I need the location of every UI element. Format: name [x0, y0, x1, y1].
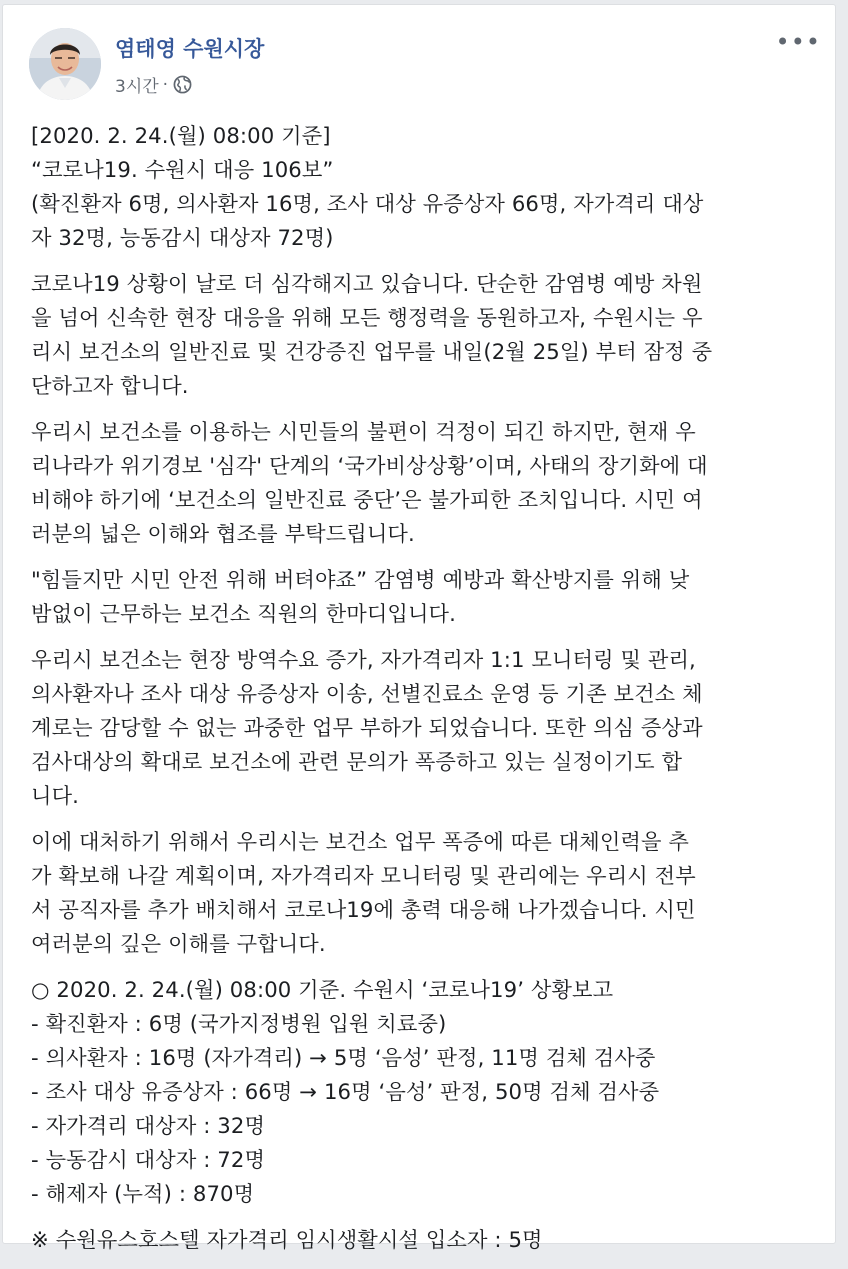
post-paragraph [31, 973, 821, 1211]
post-text-line: - 조사 대상 유증상자 : 66명 → 16명 ‘음성’ 판정, 50명 검체 검사중 [31, 1079, 660, 1104]
post-text-line: 검사대상의 확대로 보건소에 관련 문의가 폭증하고 있는 실정이기도 합 [31, 749, 683, 774]
post-paragraph [31, 563, 821, 631]
post-text-line: - 해제자 (누적) : 870명 [31, 1181, 255, 1206]
post-text-line: 을 넘어 신속한 현장 대응을 위해 모든 행정력을 동원하고자, 수원시는 우 [31, 305, 703, 330]
post-text-line: 니다. [31, 783, 79, 808]
post-text-line: 리시 보건소의 일반진료 및 건강증진 업무를 내일(2월 25일) 부터 잠정 중 [31, 339, 713, 364]
post-text-line: "힘들지만 시민 안전 위해 버텨야죠” 감염병 예방과 확산방지를 위해 낮 [31, 567, 690, 592]
post-text-line: 서 공직자를 추가 배치해서 코로나19에 총력 대응해 나가겠습니다. 시민 [31, 897, 696, 922]
post-text-line: 여러분의 깊은 이해를 구합니다. [31, 931, 326, 956]
post-meta [115, 72, 192, 97]
post-text-line: ※ 수원유스호스텔 자가격리 임시생활시설 입소자 : 5명 [31, 1227, 543, 1252]
post-text-line: 계로는 감당할 수 없는 과중한 업무 부하가 되었습니다. 또한 의심 증상과 [31, 715, 703, 740]
post-text-line: 이에 대처하기 위해서 우리시는 보건소 업무 폭증에 따른 대체인력을 추 [31, 829, 689, 854]
post-text-line: - 자가격리 대상자 : 32명 [31, 1113, 266, 1138]
post-text-line: (확진환자 6명, 의사환자 16명, 조사 대상 유증상자 66명, 자가격리 대상 [31, 191, 704, 216]
post-paragraph [31, 1223, 821, 1257]
post-paragraph [31, 119, 821, 255]
post-text-line: ○ 2020. 2. 24.(월) 08:00 기준. 수원시 ‘코로나19’ 상황보고 [31, 977, 614, 1002]
post-body [31, 119, 821, 1269]
post-paragraph [31, 825, 821, 961]
post-text-line: [2020. 2. 24.(월) 08:00 기준] [31, 123, 331, 148]
globe-icon[interactable] [173, 75, 192, 94]
post-text-line: 비해야 하기에 ‘보건소의 일반진료 중단’은 불가피한 조치입니다. 시민 여 [31, 487, 703, 512]
author-name-link[interactable]: 염태영 수원시장 [115, 37, 265, 61]
post-text-line: 러분의 넓은 이해와 협조를 부탁드립니다. [31, 521, 415, 546]
post-text-line: 의사환자나 조사 대상 유증상자 이송, 선별진료소 운영 등 기존 보건소 체 [31, 681, 703, 706]
post-paragraph [31, 415, 821, 551]
post-text-line: 밤없이 근무하는 보건소 직원의 한마디입니다. [31, 601, 456, 626]
post-text-line: 리나라가 위기경보 '심각' 단계의 ‘국가비상상황’이며, 사태의 장기화에 대 [31, 453, 708, 478]
post-header [3, 5, 835, 105]
post-text-line: 코로나19 상황이 날로 더 심각해지고 있습니다. 단순한 감염병 예방 차원 [31, 271, 703, 296]
avatar-image [29, 28, 101, 100]
post-text-line: 우리시 보건소를 이용하는 시민들의 불편이 걱정이 되긴 하지만, 현재 우 [31, 419, 696, 444]
post-text-line: 가 확보해 나갈 계획이며, 자가격리자 모니터링 및 관리에는 우리시 전부 [31, 863, 696, 888]
more-options-icon[interactable]: ••• [775, 28, 821, 56]
post-paragraph [31, 267, 821, 403]
post-card [2, 4, 836, 1252]
meta-separator: · [162, 74, 169, 95]
post-timestamp-link[interactable]: 3시간 [115, 77, 159, 97]
post-text-line: - 의사환자 : 16명 (자가격리) → 5명 ‘음성’ 판정, 11명 검체 검사중 [31, 1045, 656, 1070]
post-text-line: “코로나19. 수원시 대응 106보” [31, 157, 334, 182]
post-paragraph [31, 643, 821, 813]
post-text-line: 우리시 보건소는 현장 방역수요 증가, 자가격리자 1:1 모니터링 및 관리, [31, 647, 696, 672]
author-avatar[interactable] [29, 28, 101, 100]
post-text-line: - 확진환자 : 6명 (국가지정병원 입원 치료중) [31, 1011, 447, 1036]
post-text-line: 단하고자 합니다. [31, 373, 189, 398]
post-text-line: 자 32명, 능동감시 대상자 72명) [31, 225, 334, 250]
post-text-line: - 능동감시 대상자 : 72명 [31, 1147, 266, 1172]
